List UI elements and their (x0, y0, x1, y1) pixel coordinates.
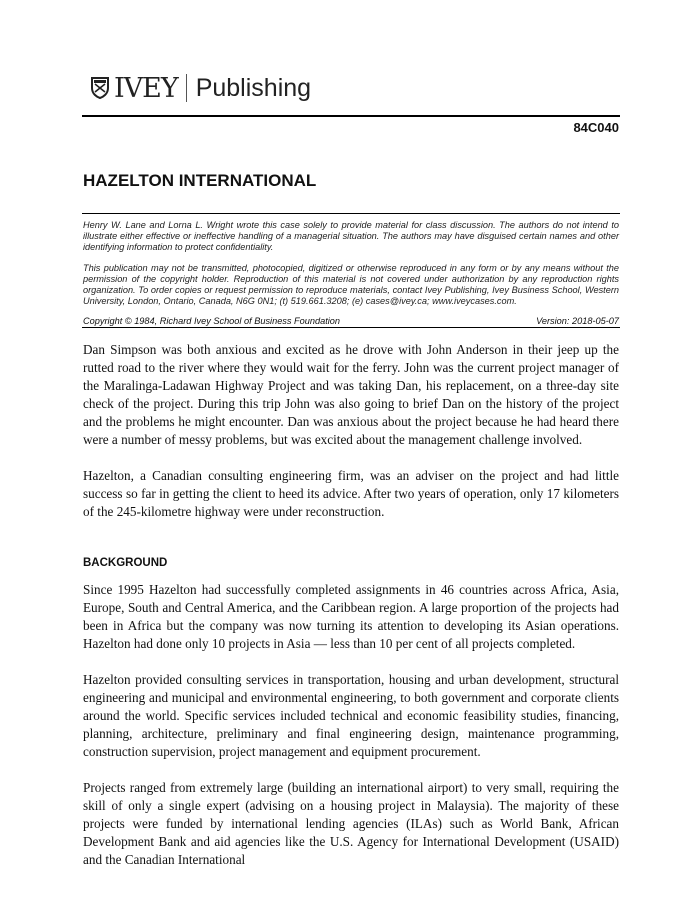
case-title: HAZELTON INTERNATIONAL (83, 171, 317, 190)
copyright: Copyright © 1984, Richard Ivey School of Business Foundation (83, 316, 341, 326)
logo-publishing: Publishing (195, 73, 312, 102)
notice-top-rule (82, 213, 620, 214)
copyright-line (83, 316, 619, 327)
paragraph: Hazelton provided consulting services in transportation, housing and urban development, structural engineering and municipal and environmental engineering, to both government and corporate clients around the world. Specific services included technical and economic feasibility studies, financing, planning, architecture, preliminary and final engineering design, maintenance programming, construction supervision, project management and equipment procurement. (83, 672, 619, 759)
notice-bottom-rule (82, 327, 620, 328)
paragraph: Hazelton, a Canadian consulting engineering firm, was an adviser on the project and had little success so far in getting the client to heed its advice. After two years of operation, only 17 kilometers of the 245-kilometre highway were under reconstruction. (83, 468, 619, 519)
header-rule (82, 115, 620, 117)
authors-notice: Henry W. Lane and Lorna L. Wright wrote this case solely to provide material for class discussion. The authors do not intend to illustrate either effective or ineffective handling of a managerial situation. The authors may have disguised certain names and other identifying information to protect confidentiality. (83, 220, 619, 252)
permission-notice: This publication may not be transmitted, photocopied, digitized or otherwise reproduced in any form or by any means without the permission of the copyright holder. Reproduction of this material is not covered under authorization by any reproduction rights organization. To order copies or request permission to reproduce materials, contact Ivey Publishing, Ivey Business School, Western University, London, Ontario, Canada, N6G 0N1; (t) 519.661.3208; (e) cases@ivey.ca; www.iveycases.com. (83, 263, 619, 306)
shield-crest-icon (90, 76, 110, 100)
case-code: 84C040 (573, 120, 619, 135)
logo-ivey: IVEY (114, 72, 178, 104)
case-body (83, 341, 619, 887)
paragraph: Since 1995 Hazelton had successfully completed assignments in 46 countries across Africa, Asia, Europe, South and Central America, and the Caribbean region. A large proportion of the projects had been in Africa but the company was now turning its attention to developing its Asian operations. Hazelton had done only 10 projects in Asia — less than 10 per cent of all projects completed. (83, 582, 619, 651)
logo-divider (186, 74, 187, 102)
version: Version: 2018-05-07 (536, 316, 619, 326)
section-heading: BACKGROUND (83, 557, 168, 569)
ivey-publishing-logo (90, 70, 311, 106)
paragraph: Projects ranged from extremely large (building an international airport) to very small, requiring the skill of only a single expert (advising on a housing project in Malaysia). The majority of these projects were funded by international lending agencies (ILAs) such as World Bank, African Development Bank and aid agencies like the U.S. Agency for International Development (USAID) and the Canadian International (83, 780, 619, 867)
paragraph: Dan Simpson was both anxious and excited as he drove with John Anderson in their jeep up the rutted road to the river where they would wait for the ferry. John was the current project manager of the Maralinga-Ladawan Highway Project and was taking Dan, his replacement, on a three-day site check of the project. During this trip John was also going to brief Dan on the history of the project and the problems he might encounter. Dan was anxious about the project because he had heard there were a number of messy problems, but was excited about the management challenge involved. (83, 342, 619, 447)
